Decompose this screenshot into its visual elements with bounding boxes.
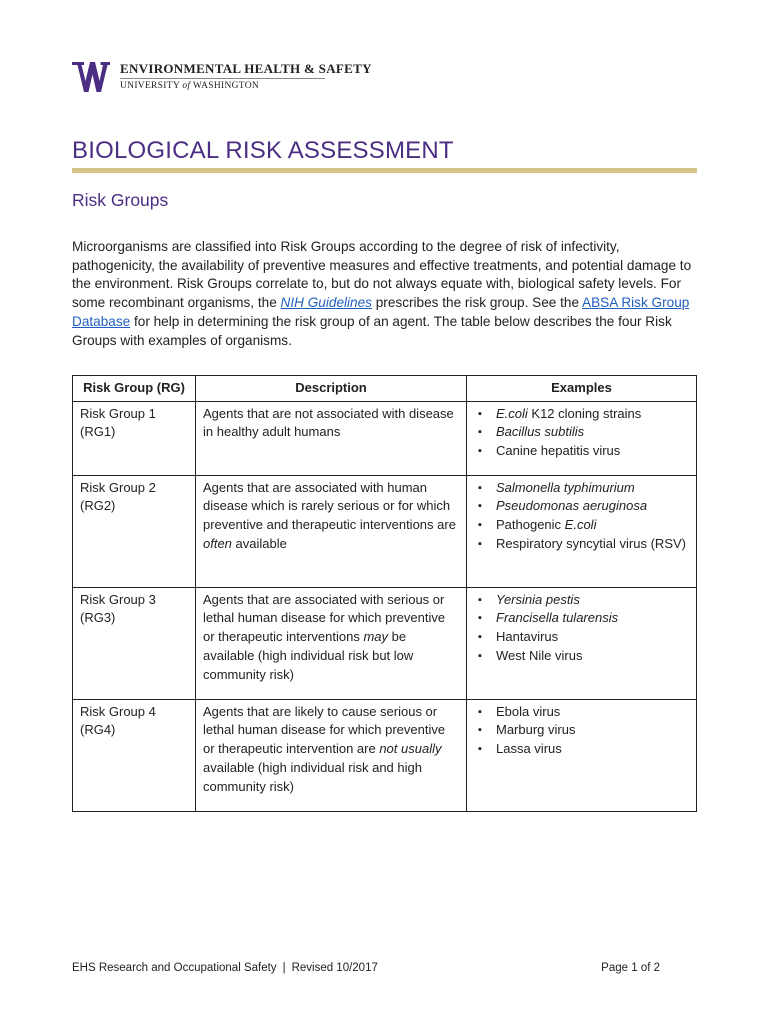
org-name: ENVIRONMENTAL HEALTH & SAFETY [120,61,372,77]
page-title: BIOLOGICAL RISK ASSESSMENT [72,137,454,164]
risk-group-cell: Risk Group 1 (RG1) [73,401,196,475]
org-divider [120,78,325,79]
examples-cell [467,587,697,699]
list-item: ▪ Pathogenic E.coli [474,516,689,535]
footer-department: EHS Research and Occupational Safety [72,962,277,974]
description-cell: Agents that are associated with serious or lethal human disease for which preventive or therapeutic interventions may be available (high individual risk but low community risk) [196,587,467,699]
page-header [72,60,372,94]
col-header-examples: Examples [467,376,697,402]
list-item: ▪ Bacillus subtilis [474,423,689,442]
examples-cell [467,699,697,811]
page-number: Page 1 of 2 [601,962,660,974]
list-item: ▪ Salmonella typhimurium [474,479,689,498]
page-footer [72,962,660,974]
list-item: ▪ Hantavirus [474,628,689,647]
table-row [73,587,697,699]
examples-cell [467,475,697,587]
footer-revised: Revised 10/2017 [291,962,378,974]
examples-list [474,479,689,554]
list-item: ▪ Yersinia pestis [474,591,689,610]
examples-list [474,405,689,461]
list-item: ▪ Pseudomonas aeruginosa [474,497,689,516]
table-header-row [73,376,697,402]
footer-separator: | [282,962,286,974]
absa-database-link[interactable]: ABSA Risk Group Database [72,295,690,329]
list-item: ▪ E.coli K12 cloning strains [474,405,689,424]
risk-group-cell: Risk Group 3 (RG3) [73,587,196,699]
table-row [73,401,697,475]
description-cell: Agents that are associated with human disease which is rarely serious or for which preventive and therapeutic interventions are often available [196,475,467,587]
risk-group-cell: Risk Group 4 (RG4) [73,699,196,811]
list-item: ▪ Canine hepatitis virus [474,442,689,461]
list-item: ▪ Marburg virus [474,721,689,740]
title-underline [72,168,697,173]
description-cell: Agents that are not associated with disease in healthy adult humans [196,401,467,475]
list-item: ▪ Ebola virus [474,703,689,722]
list-item: ▪ Respiratory syncytial virus (RSV) [474,535,689,554]
col-header-description: Description [196,376,467,402]
col-header-risk-group: Risk Group (RG) [73,376,196,402]
footer-left [72,962,378,974]
university-name: UNIVERSITY of WASHINGTON [120,81,260,92]
table-row [73,475,697,587]
nih-guidelines-link[interactable]: NIH Guidelines [280,295,372,311]
examples-cell [467,401,697,475]
examples-list [474,703,689,759]
risk-group-table [72,375,697,812]
org-name-block [120,62,372,92]
table-row [73,699,697,811]
description-cell: Agents that are likely to cause serious or lethal human disease for which preventive or therapeutic intervention are not usually available (high individual risk and high community risk) [196,699,467,811]
intro-paragraph: Microorganisms are classified into Risk Groups according to the degree of risk of infectivity, pathogenicity, the availability of preventive measures and effective treatments, and potential damage to the environment. Risk Groups correlate to, but do not always equate with, biological safety levels. For some recombinant organisms, the NIH Guidelines prescribes the risk group. See the ABSA Risk Group Database for help in determining the risk group of an agent. The table below describes the four Risk Groups with examples of organisms. [72,239,692,348]
list-item: ▪ West Nile virus [474,647,689,666]
list-item: ▪ Lassa virus [474,740,689,759]
risk-group-cell: Risk Group 2 (RG2) [73,475,196,587]
list-item: ▪ Francisella tularensis [474,609,689,628]
section-heading: Risk Groups [72,190,169,210]
uw-logo [72,62,110,92]
examples-list [474,591,689,666]
